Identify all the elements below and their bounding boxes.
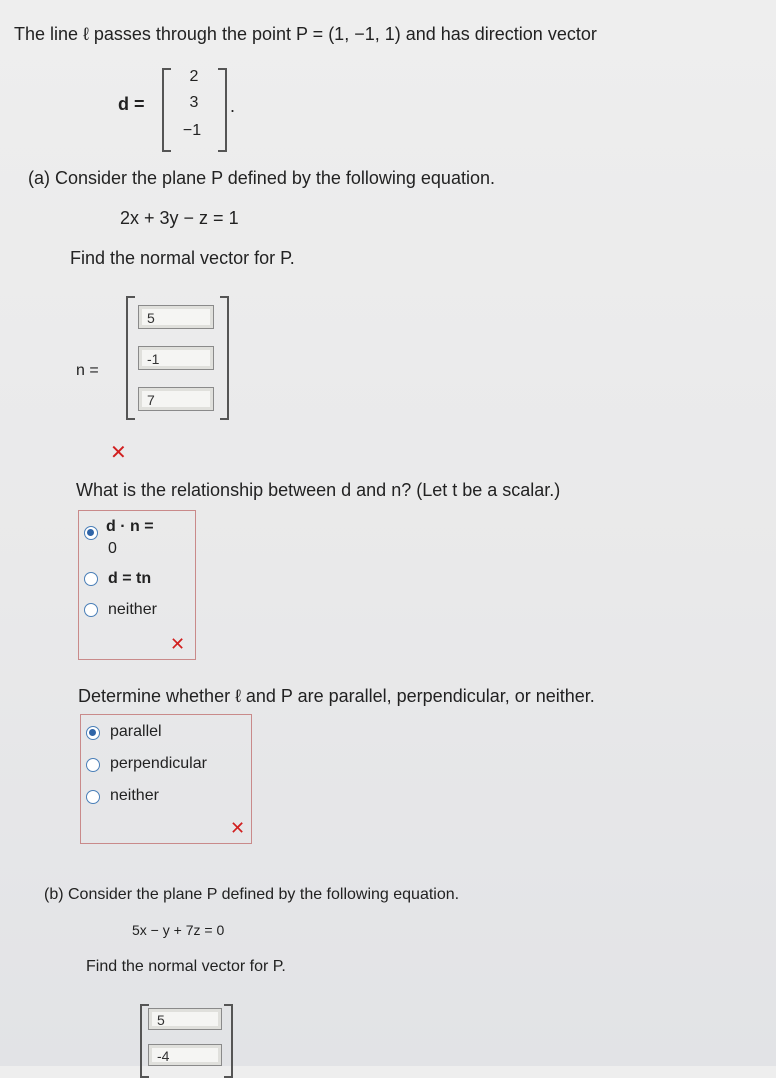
- d-trailing-dot: .: [230, 96, 236, 116]
- relationship-option-1-line1: d · n =: [106, 518, 154, 535]
- relationship-radio-3[interactable]: [84, 603, 98, 617]
- part-b-prompt: Find the normal vector for P.: [86, 958, 286, 975]
- relationship-radio-1[interactable]: [84, 526, 98, 540]
- n-label: n =: [76, 362, 99, 379]
- orientation-question: Determine whether ℓ and P are parallel, perpendicular, or neither.: [78, 686, 595, 706]
- part-a-equation: 2x + 3y − z = 1: [120, 208, 239, 228]
- d-bracket-left: [162, 68, 171, 152]
- orientation-radio-parallel[interactable]: [86, 726, 100, 740]
- orientation-option-neither: neither: [110, 787, 159, 804]
- part-b-heading: (b) Consider the plane P defined by the following equation.: [44, 886, 460, 903]
- normal-b-input-1[interactable]: 5: [148, 1008, 222, 1030]
- relationship-radio-2[interactable]: [84, 572, 98, 586]
- part-b-equation: 5x − y + 7z = 0: [132, 922, 225, 938]
- d-label: d =: [118, 94, 145, 114]
- n-bracket-left: [126, 296, 135, 420]
- normal-input-1[interactable]: 5: [138, 305, 214, 329]
- relationship-option-3: neither: [108, 601, 157, 618]
- relationship-question: What is the relationship between d and n? (Let t be a scalar.): [76, 480, 561, 500]
- d-entry-1: 2: [189, 68, 199, 85]
- orientation-answer-box: [80, 714, 252, 844]
- normal-input-3[interactable]: 7: [138, 387, 214, 411]
- part-a-prompt: Find the normal vector for P.: [70, 248, 295, 268]
- intro-text: The line ℓ passes through the point P = (1, −1, 1) and has direction vector: [14, 24, 597, 44]
- relationship-option-1-line2: 0: [108, 540, 117, 557]
- orientation-radio-neither[interactable]: [86, 790, 100, 804]
- normal-b-input-2[interactable]: -4: [148, 1044, 222, 1066]
- orientation-option-parallel: parallel: [110, 723, 162, 740]
- x-mark-icon: ✕: [110, 442, 127, 464]
- d-entry-3: −1: [182, 122, 202, 139]
- part-a-heading: (a) Consider the plane P defined by the following equation.: [28, 168, 495, 188]
- relationship-option-2: d = tn: [108, 570, 152, 587]
- n-b-bracket-right: [224, 1004, 233, 1078]
- orientation-option-perpendicular: perpendicular: [110, 755, 207, 772]
- n-bracket-right: [220, 296, 229, 420]
- orientation-radio-perpendicular[interactable]: [86, 758, 100, 772]
- d-entry-2: 3: [189, 94, 199, 111]
- x-mark-icon: ✕: [230, 818, 246, 838]
- d-bracket-right: [218, 68, 227, 152]
- x-mark-icon: ✕: [170, 634, 186, 654]
- normal-input-2[interactable]: -1: [138, 346, 214, 370]
